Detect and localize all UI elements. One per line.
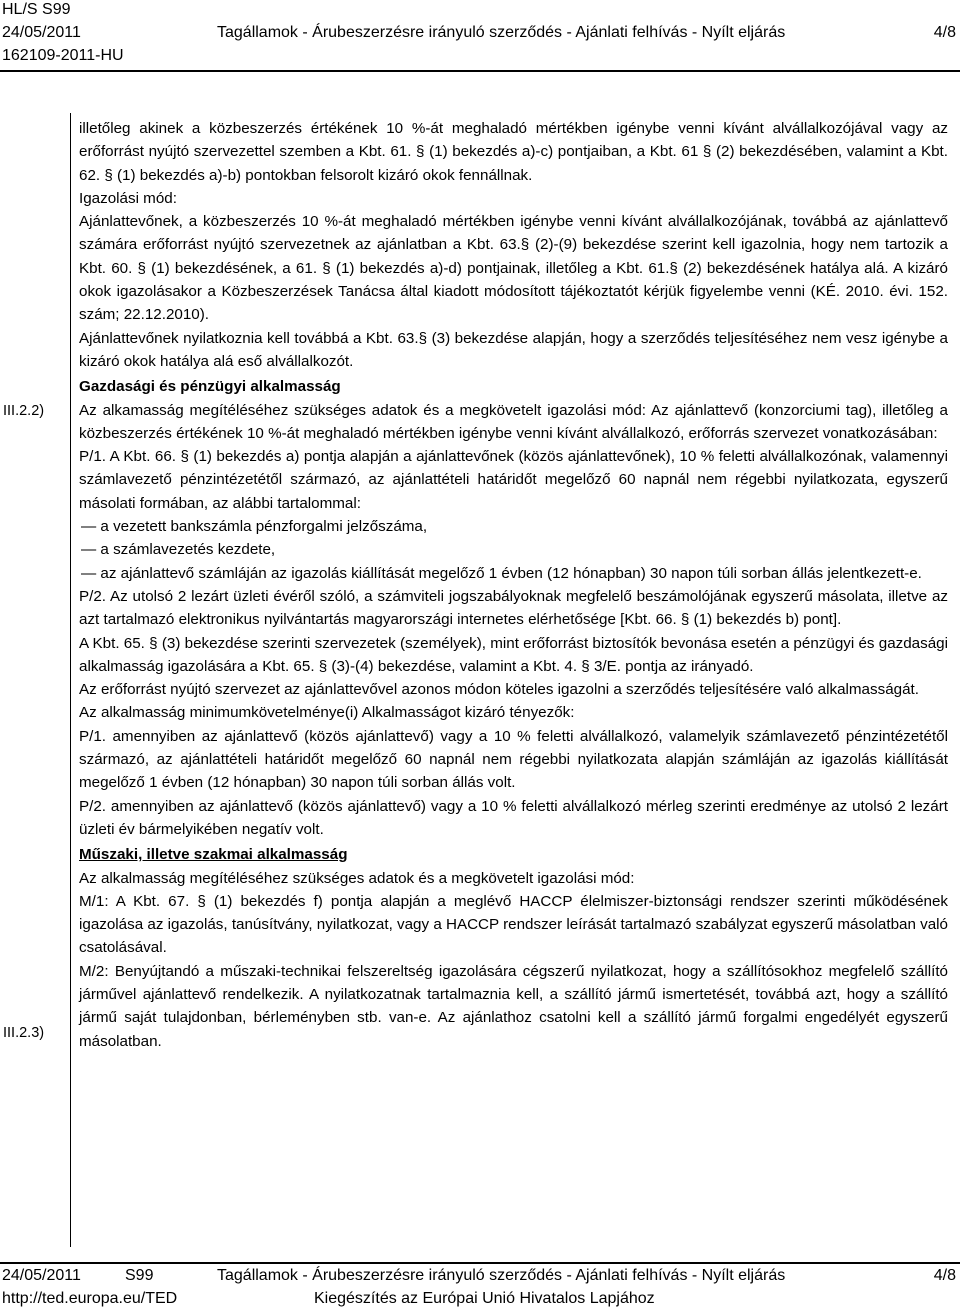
page-header [0, 0, 960, 72]
footer-divider [0, 1262, 960, 1264]
footer-title: Tagállamok - Árubeszerzésre irányuló szerződés - Ajánlati felhívás - Nyílt eljárás [217, 1267, 786, 1284]
header-divider [0, 70, 960, 72]
paragraph-declaration: Ajánlattevőnek nyilatkoznia kell továbbá a Kbt. 63.§ (3) bekezdése alapján, hogy a szerződés teljesítéséhez nem vesz igénybe a kizáró okok hatálya alá eső alvállalkozót. [79, 329, 948, 370]
paragraph-p2-minimum: P/2. amennyiben az ajánlattevő (közös ajánlattevő) vagy a 10 % feletti alvállalkozó mérleg szerinti eredménye az utolsó 2 lezárt üzleti év bármelyikében negatív volt. [79, 797, 948, 838]
paragraph-p1-requirement: P/1. A Kbt. 66. § (1) bekezdés a) pontja alapján a ajánlattevőnek (közös ajánlattevőnek), 10 % feletti alvállalkozónak, valamennyi számlavezető pénzintézetétől származó, az ajánlattételi határidőt megelőző 60 napnál nem régebbi nyilatkozata, egyszerű másolati formában, az alábbi tartalommal: [79, 448, 948, 512]
document-body [0, 113, 960, 1247]
paragraph-technical-data: Az alkalmasság megítéléséhez szükséges adatok és a megkövetelt igazolási mód: [79, 869, 635, 887]
paragraph-verification-method: Ajánlattevőnek, a közbeszerzés 10 %-át meghaladó mértékben igénybe venni kívánt alvállalkozójának, továbbá az ajánlattevő számára erőforrást nyújtó szervezetnek az ajánlatban a Kbt. 63.§ (2)-(9) bekezdése szerint kell igazolnia, hogy nem tartozik a Kbt. 60. § (1) bekezdésének, a 61. § (1) bekezdés a)-d) pontjainak, illetőleg a Kbt. 61.§ (2) bekezdésének hatálya alá. A kizáró okok igazolásakor a Közbeszerzések Tanácsa által kiadott módosított tájékoztatót kérjük figyelembe venni (KÉ. 2010. évi. 152. szám; 22.12.2010). [79, 213, 948, 324]
header-doc-id: 162109-2011-HU [2, 47, 124, 64]
paragraph-resource-proof: Az erőforrást nyújtó szervezet az ajánlattevővel azonos módon köteles igazolni a szerződés teljesítésére való alkalmasságát. [79, 681, 919, 699]
section-number-iii-2-2: III.2.2) [3, 403, 45, 419]
header-date: 24/05/2011 [2, 24, 81, 41]
list-item-bank-account: — a vezetett bankszámla pénzforgalmi jelzőszáma, [81, 518, 428, 536]
section-number-iii-2-3: III.2.3) [3, 1025, 45, 1041]
section-content [79, 117, 948, 1053]
list-item-account-start: — a számlavezetés kezdete, [81, 541, 276, 559]
footer-supplement: Kiegészítés az Európai Unió Hivatalos Lapjához [314, 1290, 655, 1307]
paragraph-verification-label: Igazolási mód: [79, 189, 177, 207]
footer-date: 24/05/2011 [2, 1267, 81, 1284]
footer-page-number: 4/8 [933, 1267, 956, 1284]
footer-url: http://ted.europa.eu/TED [2, 1290, 178, 1307]
paragraph-p2-requirement: P/2. Az utolsó 2 lezárt üzleti évéről szóló, a számviteli jogszabályoknak megfelelő beszámolójának egyszerű másolata, illetve az azt tartalmazó elektronikus nyilvántartás magyarországi internetes elérhetősége [Kbt. 66. § (1) bekezdés b) pont]. [79, 587, 948, 629]
section-column-divider [70, 113, 71, 1247]
paragraph-resource-providers: A Kbt. 65. § (3) bekezdése szerinti szervezetek (személyek), mint erőforrást biztosítók bevonása esetén a pénzügyi és gazdasági alkalmasság igazolására a Kbt. 65. § (3)-(4) bekezdése, valamint a Kbt. 4. § 3/E. pontja az irányadó. [79, 634, 948, 675]
paragraph-m1-requirement: M/1: A Kbt. 67. § (1) bekezdés f) pontja alapján a meglévő HACCP élelmiszer-biztonsági rendszer szerinti működésének igazolása az igazolás, tanúsítvány, nyilatkozat, vagy a HACCP rendszer leírását tartalmazó szabályzat egyszerű másolatban való csatolásával. [79, 892, 948, 957]
paragraph-minimum-requirements: Az alkalmasság minimumkövetelménye(i) Alkalmasságot kizáró tényezők: [79, 704, 575, 722]
header-page-number: 4/8 [933, 24, 956, 41]
paragraph-suitability-data: Az alkamasság megítéléséhez szükséges adatok és a megkövetelt igazolási mód: Az ajánlattevő (konzorciumi tag), illetőleg a közbeszerzés értékének 10 %-át meghaladó mértékben igénybe venni kívánt alvállalkozó, erőforrás szervezet vonatkozásában: [79, 401, 948, 442]
page-footer [0, 1262, 960, 1311]
heading-technical-professional: Műszaki, illetve szakmai alkalmasság [79, 846, 348, 864]
paragraph-exclusion-grounds: illetőleg akinek a közbeszerzés értékének 10 %-át meghaladó mértékben igénybe venni kívánt alvállalkozójával vagy az erőforrást nyújtó szervezettel szemben a Kbt. 61. § (1) bekezdés a)-c) pontjaiban, a Kbt. 61 § (2) bekezdésében, valamint a Kbt. 62. § (1) bekezdés a)-b) pontokban felsorolt kizáró okok fennállnak. [79, 120, 948, 184]
header-title: Tagállamok - Árubeszerzésre irányuló szerződés - Ajánlati felhívás - Nyílt eljárás [217, 24, 786, 41]
paragraph-m2-requirement: M/2: Benyújtandó a műszaki-technikai felszereltség igazolására cégszerű nyilatkozat, hogy a szállítósokhoz megfelelő szállító járművel ajánlattevő rendelkezik. A nyilatkozatnak tartalmaznia kell, a szállító jármű ismertetését, továbbá azt, hogy a szállító jármű saját tulajdonban, bérleményben stb. van-e. Az ajánlathoz csatolni kell a szállító jármű forgalmi engedélyét egyszerű másolatban. [79, 962, 948, 1050]
heading-economic-financial: Gazdasági és pénzügyi alkalmasság [79, 378, 341, 396]
paragraph-p1-minimum: P/1. amennyiben az ajánlattevő (közös ajánlattevő) vagy a 10 % feletti alvállalkozó, valamelyik számlavezető pénzintézetétől származó, az ajánlattételi határidőt megelőző 60 napnál nem régebbi nyilatkozata alapján számláján az igazolás kiállítását megelőző 1 évben (12 hónapban) 30 napon túli sorban állás volt. [79, 727, 948, 792]
list-item-queueing: — az ajánlattevő számláján az igazolás kiállítását megelőző 1 évben (12 hónapban) 30 napon túli sorban állás jelentkezett-e. [81, 564, 922, 582]
header-ref: HL/S S99 [2, 1, 71, 18]
footer-series: S99 [125, 1267, 154, 1284]
